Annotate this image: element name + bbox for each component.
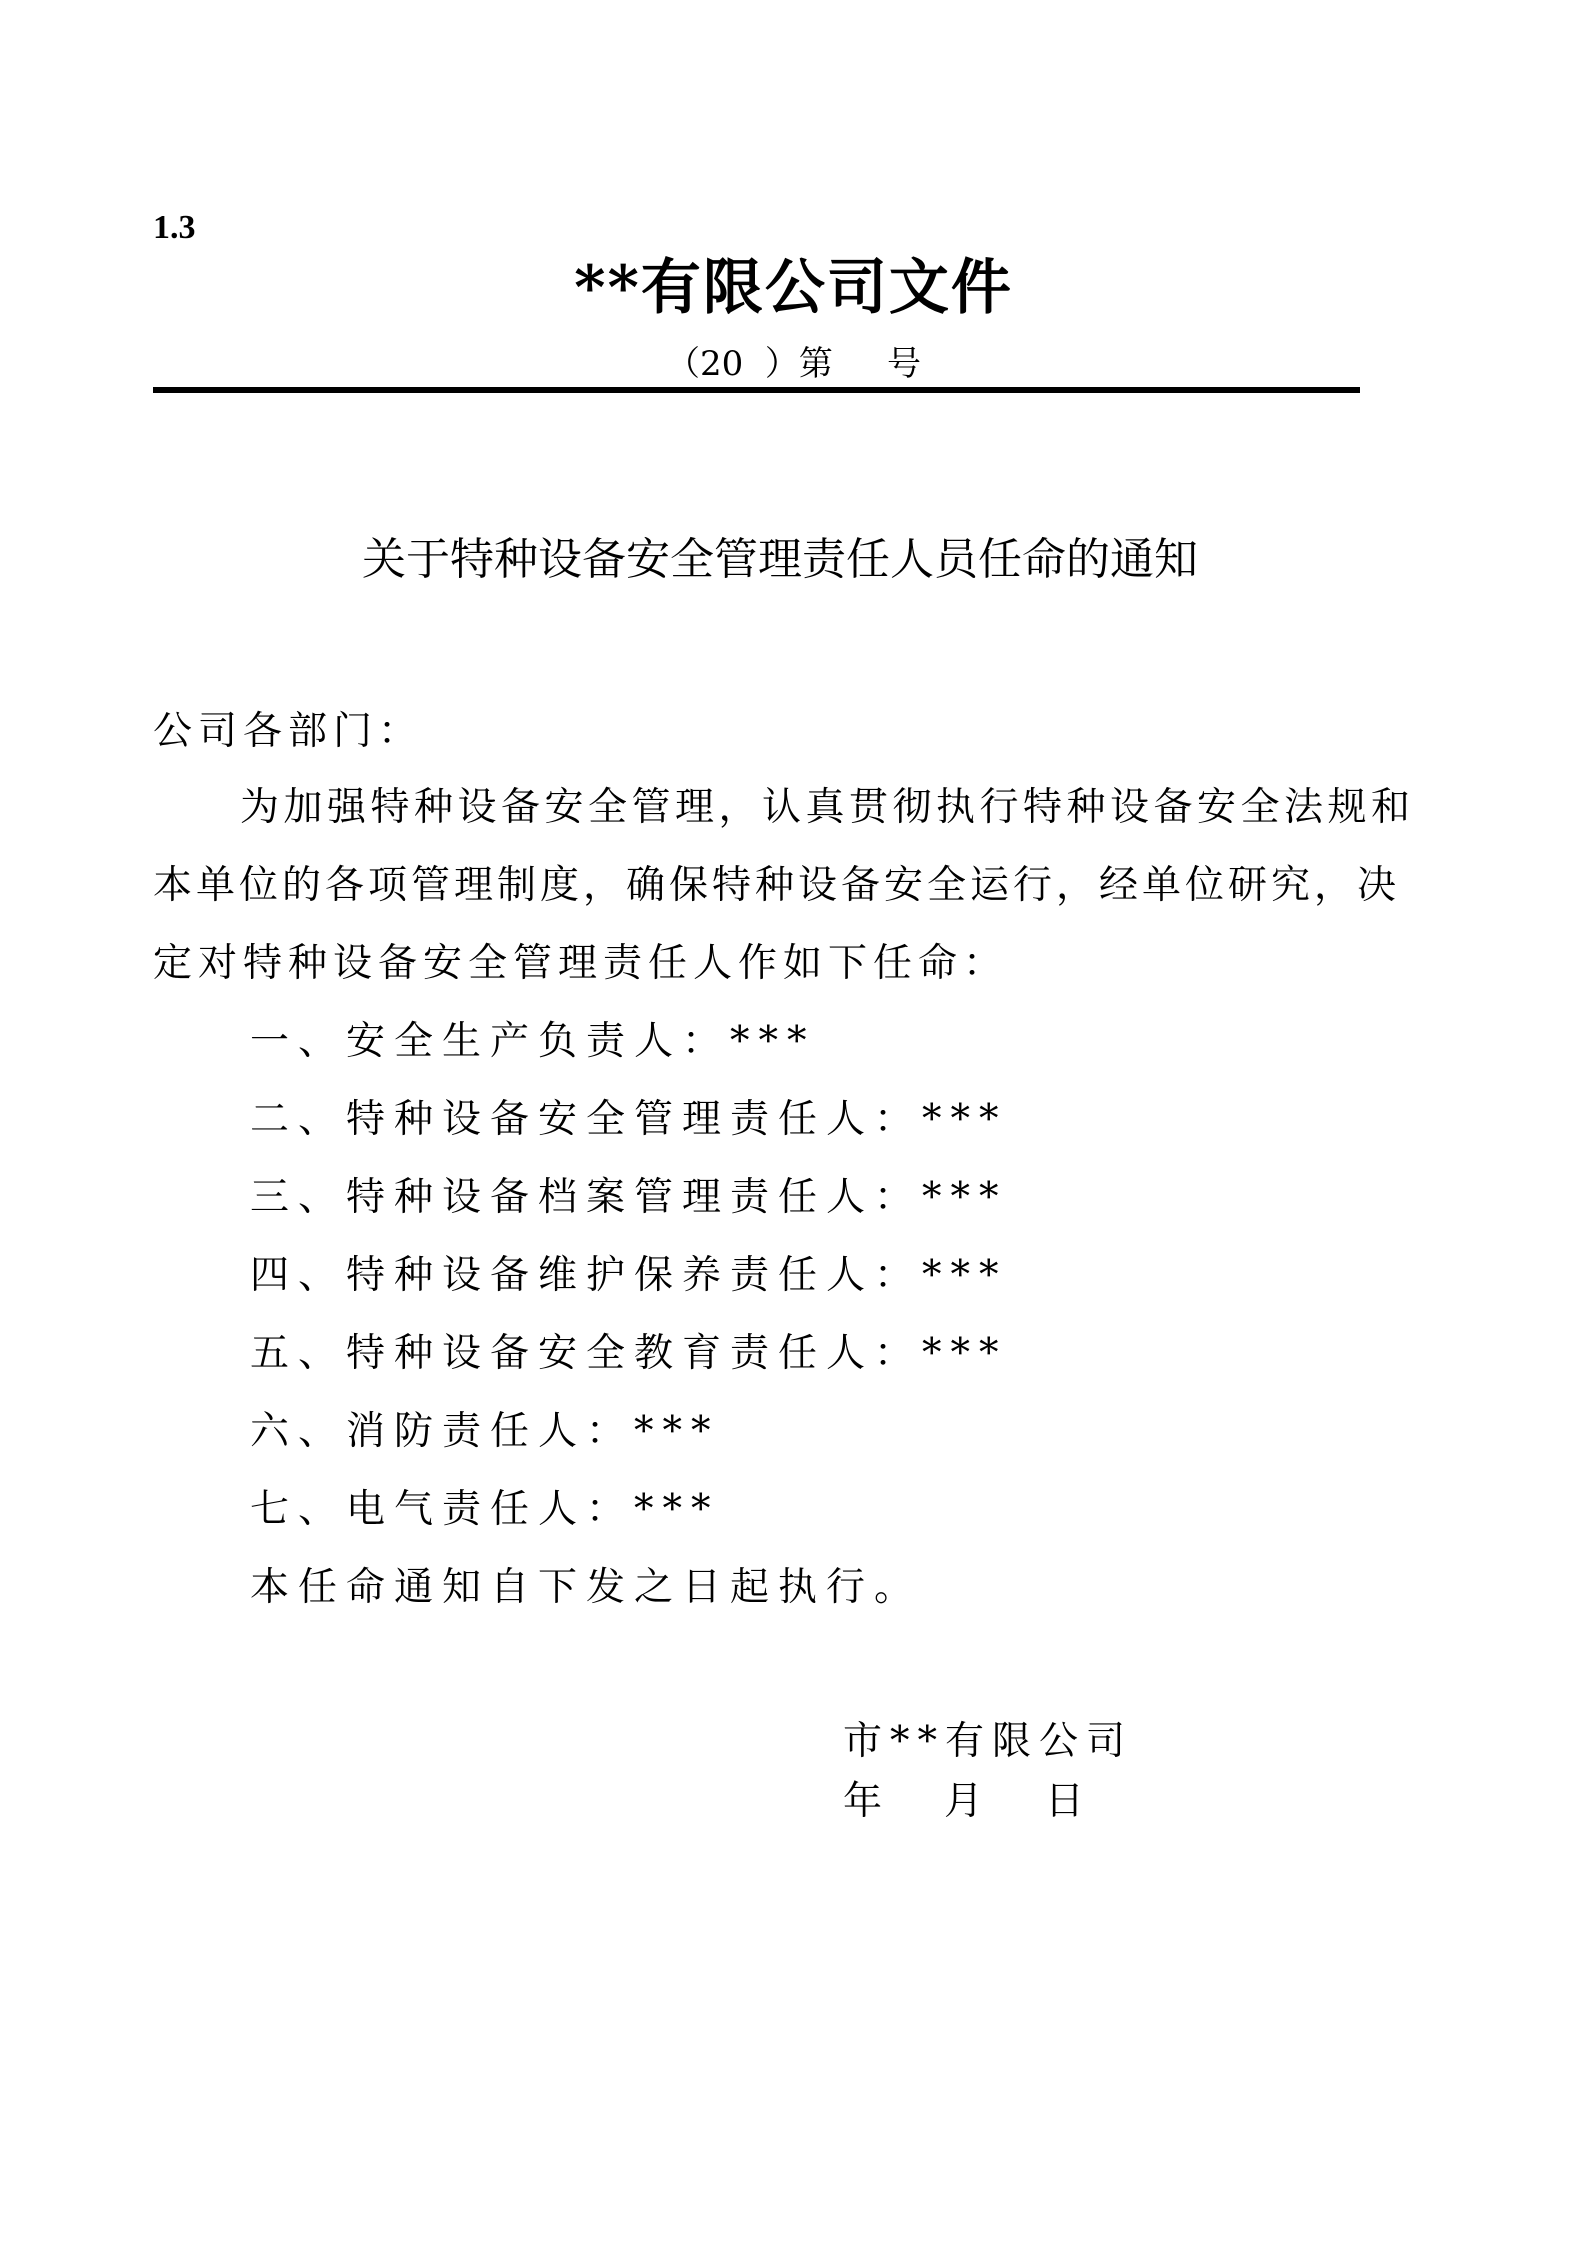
notice-title: 关于特种设备安全管理责任人员任命的通知 xyxy=(362,534,1198,585)
section-number: 1.3 xyxy=(153,209,196,246)
body-line-3: 定对特种设备安全管理责任人作如下任命： xyxy=(153,941,1009,986)
appointment-item: 六、消防责任人：*** xyxy=(250,1409,720,1454)
date-day: 日 xyxy=(1045,1779,1085,1824)
effective-statement: 本任命通知自下发之日起执行。 xyxy=(250,1565,923,1610)
appointment-item: 四、特种设备维护保养责任人：*** xyxy=(250,1253,1008,1298)
body-line-2: 本单位的各项管理制度，确保特种设备安全运行，经单位研究，决 xyxy=(153,863,1401,908)
date-year: 年 xyxy=(843,1779,883,1824)
appointment-item: 二、特种设备安全管理责任人：*** xyxy=(250,1097,1008,1142)
signature-date xyxy=(843,1776,1084,1828)
appointment-item: 三、特种设备档案管理责任人：*** xyxy=(250,1175,1008,1220)
document-number: （20 ）第 号 xyxy=(666,344,921,384)
document-header-title: **有限公司文件 xyxy=(574,253,1013,323)
addressee: 公司各部门： xyxy=(153,709,424,754)
appointment-item: 七、电气责任人：*** xyxy=(250,1487,720,1532)
header-rule xyxy=(153,387,1360,393)
appointment-item: 一、安全生产负责人：*** xyxy=(250,1019,816,1064)
body-line-1: 为加强特种设备安全管理，认真贯彻执行特种设备安全法规和 xyxy=(240,785,1415,830)
appointment-item: 五、特种设备安全教育责任人：*** xyxy=(250,1331,1008,1376)
date-month: 月 xyxy=(944,1779,984,1824)
signature-company: 市**有限公司 xyxy=(843,1719,1134,1764)
